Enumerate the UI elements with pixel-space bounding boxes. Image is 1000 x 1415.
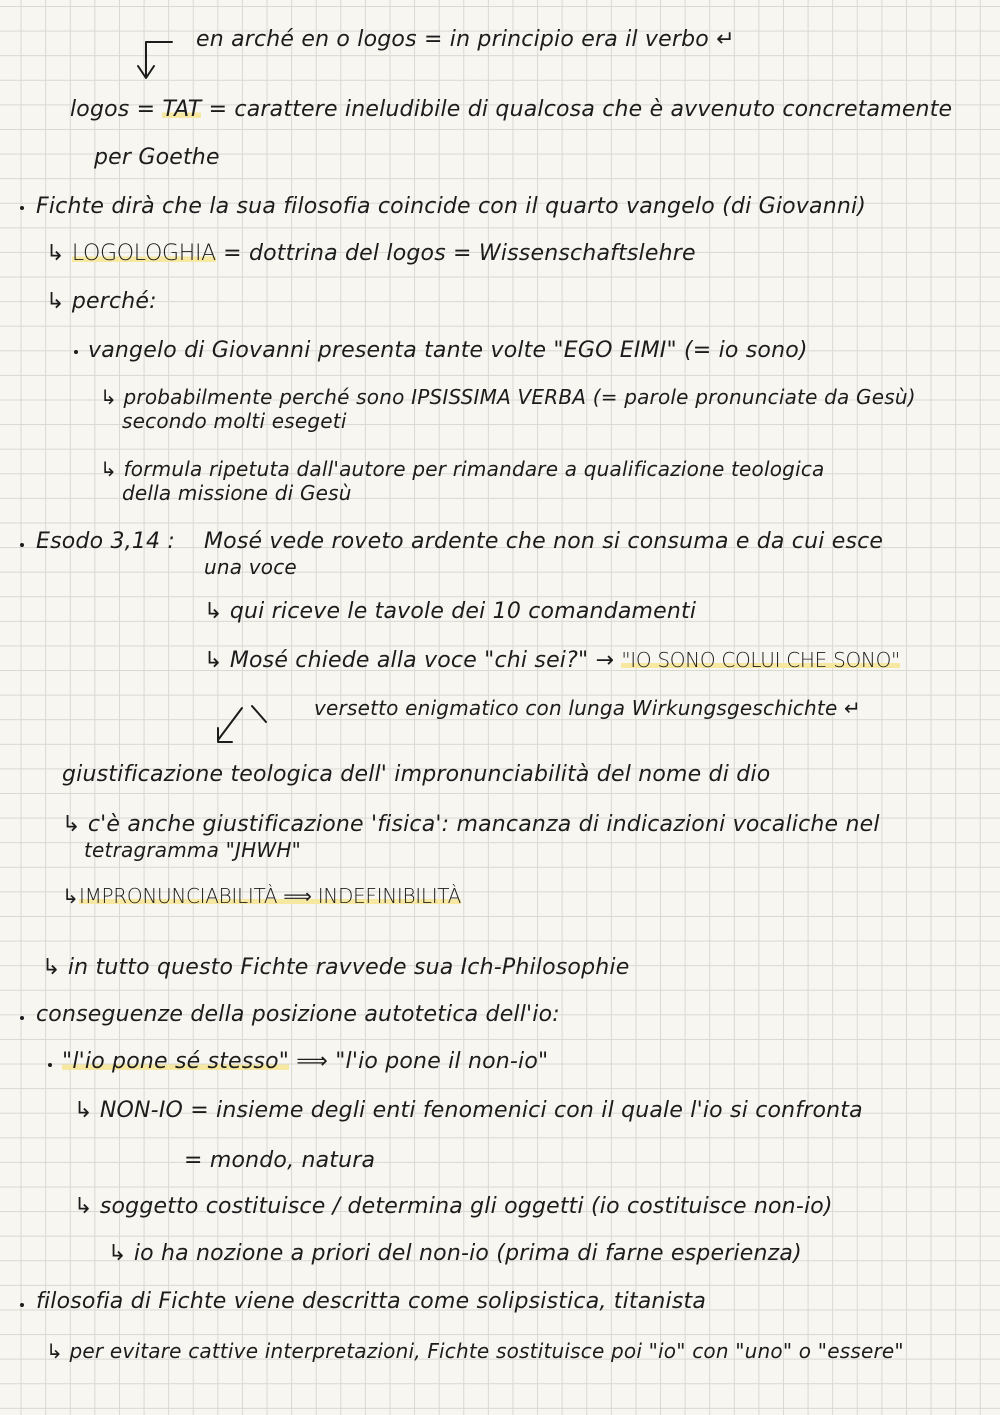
- line-tavole: ↳ qui riceve le tavole dei 10 comandamenti: [204, 599, 697, 624]
- line-logologhia: ↳ LOGOLOGHIA = dottrina del logos = Wissenschaftslehre: [46, 241, 696, 266]
- diagonal-arrow-icon: [212, 700, 272, 750]
- bullet-dot: [20, 543, 24, 547]
- line-missione: della missione di Gesù: [122, 481, 352, 505]
- hook-arrow-icon: ↳: [62, 884, 79, 908]
- return-arrow-icon: ↵: [716, 27, 735, 52]
- line-chi-sei: ↳ Mosé chiede alla voce "chi sei?" → "IO SONO COLUI CHE SONO": [204, 648, 900, 673]
- line-en-arche: en arché en o logos = in principio era il verbo ↵: [196, 27, 735, 52]
- line-soggetto: ↳ soggetto costituisce / determina gli oggetti (io costituisce non-io): [74, 1194, 833, 1219]
- hook-arrow-icon: ↳: [204, 599, 223, 624]
- return-arrow-icon: ↵: [844, 696, 862, 720]
- bullet-dot: [20, 206, 24, 210]
- line-roveto: Mosé vede roveto ardente che non si consuma e da cui esce: [204, 529, 884, 554]
- line-logos-tat: logos = TAT = carattere ineludibile di qualcosa che è avvenuto concretamente: [70, 97, 953, 122]
- hook-arrow-icon: ↳: [46, 1339, 63, 1363]
- line-ego-eimi: vangelo di Giovanni presenta tante volte "EGO EIMI" (= io sono): [88, 338, 808, 363]
- curved-arrow-icon: [136, 36, 176, 86]
- bullet-dot: [20, 1303, 24, 1307]
- line-giustificazione-teologica: giustificazione teologica dell' impronunciabilità del nome di dio: [62, 762, 771, 787]
- hook-arrow-icon: ↳: [100, 457, 117, 481]
- line-ipsissima-verba: ↳ probabilmente perché sono IPSISSIMA VERBA (= parole pronunciate da Gesù): [100, 385, 916, 409]
- line-solipsistica: filosofia di Fichte viene descritta come solipsistica, titanista: [36, 1289, 707, 1314]
- line-perche: ↳ perché:: [46, 289, 157, 314]
- hook-arrow-icon: ↳: [100, 385, 117, 409]
- line-conseguenze: conseguenze della posizione autotetica dell'io:: [36, 1002, 560, 1027]
- bullet-dot: [74, 350, 78, 354]
- line-io-pone: "l'io pone sé stesso" ⟹ "l'io pone il non-io": [62, 1049, 549, 1074]
- bullet-dot: [48, 1063, 52, 1067]
- line-formula-ripetuta: ↳ formula ripetuta dall'autore per rimandare a qualificazione teologica: [100, 457, 825, 481]
- hook-arrow-icon: ↳: [74, 1194, 93, 1219]
- line-tetragramma: tetragramma "JHWH": [84, 838, 301, 862]
- hook-arrow-icon: ↳: [62, 812, 81, 837]
- line-giustificazione-fisica: ↳ c'è anche giustificazione 'fisica': mancanza di indicazioni vocaliche nel: [62, 812, 880, 837]
- line-ich-philosophie: ↳ in tutto questo Fichte ravvede sua Ich-Philosophie: [42, 955, 630, 980]
- hook-arrow-icon: ↳: [204, 648, 223, 673]
- line-esodo-label: Esodo 3,14 :: [36, 529, 176, 554]
- line-impronunciabilita: ↳IMPRONUNCIABILITÀ ⟹ INDEFINIBILITÀ: [62, 884, 462, 908]
- line-mondo-natura: = mondo, natura: [184, 1148, 376, 1173]
- hook-arrow-icon: ↳: [108, 1241, 127, 1266]
- line-versetto: versetto enigmatico con lunga Wirkungsgeschichte ↵: [314, 696, 862, 720]
- line-fichte-vangelo: Fichte dirà che la sua filosofia coincide con il quarto vangelo (di Giovanni): [36, 194, 867, 219]
- line-nozione-a-priori: ↳ io ha nozione a priori del non-io (prima di farne esperienza): [108, 1241, 802, 1266]
- hook-arrow-icon: ↳: [46, 241, 65, 266]
- hook-arrow-icon: ↳: [74, 1098, 93, 1123]
- line-esegeti: secondo molti esegeti: [122, 409, 347, 433]
- bullet-dot: [20, 1016, 24, 1020]
- line-non-io: ↳ NON-IO = insieme degli enti fenomenici con il quale l'io si confronta: [74, 1098, 863, 1123]
- hook-arrow-icon: ↳: [46, 289, 65, 314]
- line-una-voce: una voce: [204, 555, 297, 579]
- line-per-goethe: per Goethe: [94, 145, 220, 170]
- line-evitare: ↳ per evitare cattive interpretazioni, Fichte sostituisce poi "io" con "uno" o "essere": [46, 1339, 904, 1363]
- hook-arrow-icon: ↳: [42, 955, 61, 980]
